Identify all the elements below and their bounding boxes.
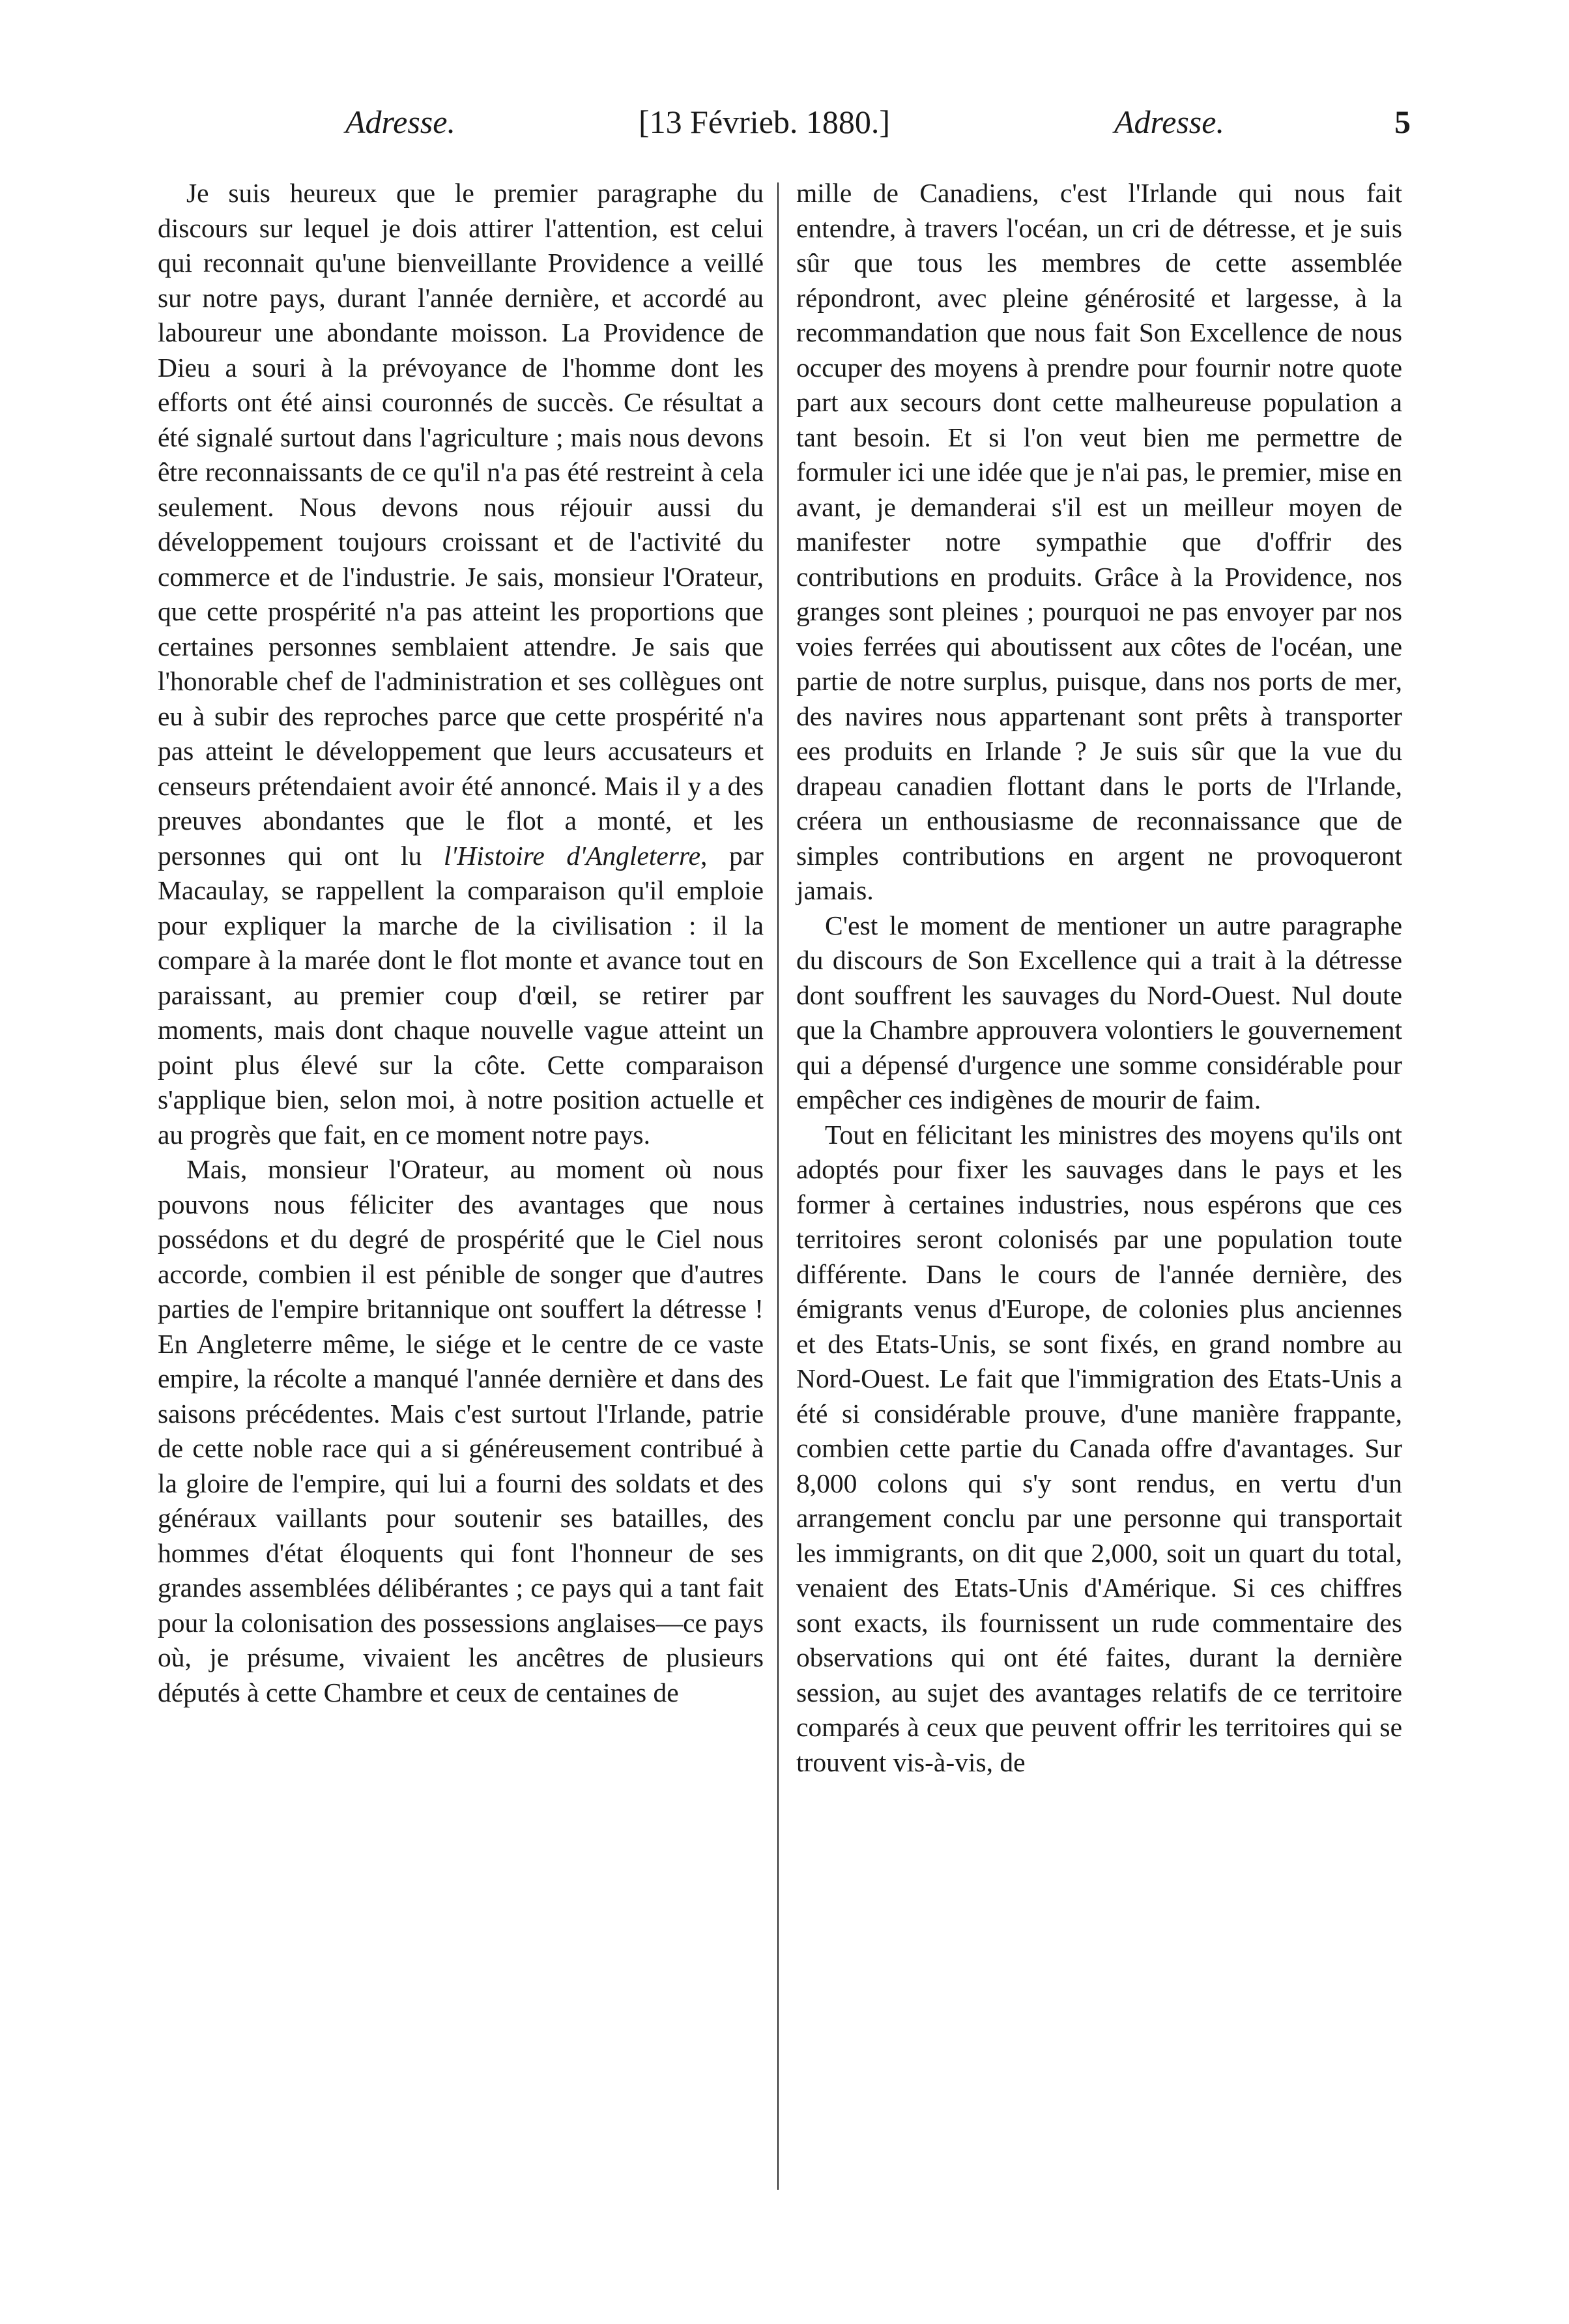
paragraph: Mais, monsieur l'Orateur, au moment où nous pouvons nous féliciter des avantages que nous possédons et du degré de prospérité que le Ciel nous accorde, combien il est pénible de songer que d'autres parties de l'empire britannique ont souffert la détresse ! En Angleterre même, le siége et le centre de ce vaste empire, la récolte a manqué l'année dernière et dans des saisons précédentes. Mais c'est surtout l'Irlande, patrie de cette noble race qui a si généreusement contribué à la gloire de l'empire, qui lui a fourni des soldats et des généraux vaillants pour soutenir ses batailles, des hommes d'état éloquents qui font l'honneur de ses grandes assemblées délibérantes ; ce pays qui a tant fait pour la colonisation des possessions anglaises—ce pays où, je présume, vivaient les ancêtres de plusieurs députés à cette Chambre et ceux de centaines de (158, 1154, 764, 1707)
paragraph: C'est le moment de mentioner un autre paragraphe du discours de Son Excellence qui a trait à la détresse dont souffrent les sauvages du Nord-Ouest. Nul doute que la Chambre approuvera volontiers le gouvernement qui a dépensé d'urgence une somme considérable pour empêcher ces indigènes de mourir de faim. (796, 910, 1402, 1114)
paragraph: Tout en félicitant les ministres des moyens qu'ils ont adoptés pour fixer les sauvages dans le pays et les former à certaines industries, nous espérons que ces territoires seront colonisés par une population toute différente. Dans le cours de l'année dernière, des émigrants venus d'Europe, de colonies plus anciennes et des Etats-Unis, se sont fixés, en grand nombre au Nord-Ouest. Le fait que l'immigration des Etats-Unis a été si considérable prouve, d'une manière frappante, combien cette partie du Canada offre d'avantages. Sur 8,000 colons qui s'y sont rendus, en vertu d'un arrangement conclu par une personne qui transportait les immigrants, on dit que 2,000, soit un quart du total, venaient des Etats-Unis d'Amérique. Si ces chiffres sont exacts, ils fournissent un rude commentaire des observations qui ont été faites, durant la dernière session, au sujet des avantages relatifs de ce territoire comparés à ceux que peuvent offrir les territoires qui se trouvent vis-à-vis, de (796, 1119, 1402, 1777)
running-head-left: Adresse. (345, 104, 455, 140)
paragraph (158, 176, 764, 1152)
right-column (796, 176, 1402, 1780)
paragraph: mille de Canadiens, c'est l'Irlande qui nous fait entendre, à travers l'océan, un cri de détresse, et je suis sûr que tous les membres de cette assemblée répondront, avec pleine générosité et largesse, à la recommandation que nous fait Son Excellence de nous occuper des moyens à prendre pour fournir notre quote part aux secours dont cette malheureuse population a tant besoin. Et si l'on veut bien me permettre de formuler ici une idée que je n'ai pas, le premier, mise en avant, je demanderai s'il est un meilleur moyen de manifester notre sympathie que d'offrir des contributions en produits. Grâce à la Providence, nos granges sont pleines ; pourquoi ne pas envoyer par nos voies ferrées qui aboutissent aux côtes de l'océan, une partie de notre surplus, puisque, dans nos ports de mer, des navires nous appartenant sont prêts à transporter ees produits en Irlande ? Je suis sûr que la vue du drapeau canadien flottant dans le ports de l'Irlande, créera un enthousiasme de reconnaissance que de simples contributions en argent ne provoqueront jamais. (796, 178, 1402, 905)
book-title: l'Histoire d'Angleterre (443, 840, 700, 871)
paragraph-text: Je suis heureux que le premier paragraphe du discours sur lequel je dois attirer l'attention, est celui qui reconnait qu'une bienveillante Providence a veillé sur notre pays, durant l'année dernière, et accordé au laboureur une abondante moisson. La Providence de Dieu a souri à la prévoyance de l'homme dont les efforts ont été ainsi couronnés de succès. Ce résultat a été signalé surtout dans l'agriculture ; mais nous devons être reconnaissants de ce qu'il n'a pas été restreint à cela seulement. Nous devons nous réjouir aussi du développement toujours croissant et de l'activité du commerce et de l'industrie. Je sais, monsieur l'Orateur, que cette prospérité n'a pas atteint les proportions que certaines personnes semblaient attendre. Je sais que l'honorable chef de l'administration et ses collègues ont eu à subir des reproches parce que cette prospérité n'a pas atteint le développement que leurs accusateurs et censeurs prétendaient avoir été annoncé. Mais il y a des preuves abondantes que le flot a monté, et les personnes qui ont lu (158, 178, 764, 871)
paragraph-text: , par Macaulay, se rappellent la comparaison qu'il emploie pour expliquer la marche de la civilisation : il la compare à la marée dont le flot monte et avance tout en paraissant, au premier coup d'œil, se retirer par moments, mais dont chaque nouvelle vague atteint un point plus élevé sur la côte. Cette comparaison s'applique bien, selon moi, à notre position actuelle et au progrès que fait, en ce moment notre pays. (158, 840, 764, 1150)
column-divider (777, 182, 779, 2190)
running-head-right: Adresse. (1114, 104, 1224, 140)
left-column (158, 176, 764, 1710)
running-head-date: [13 Févrieb. 1880.] (639, 104, 891, 140)
page-header (156, 103, 1411, 149)
page-number: 5 (1394, 104, 1411, 140)
